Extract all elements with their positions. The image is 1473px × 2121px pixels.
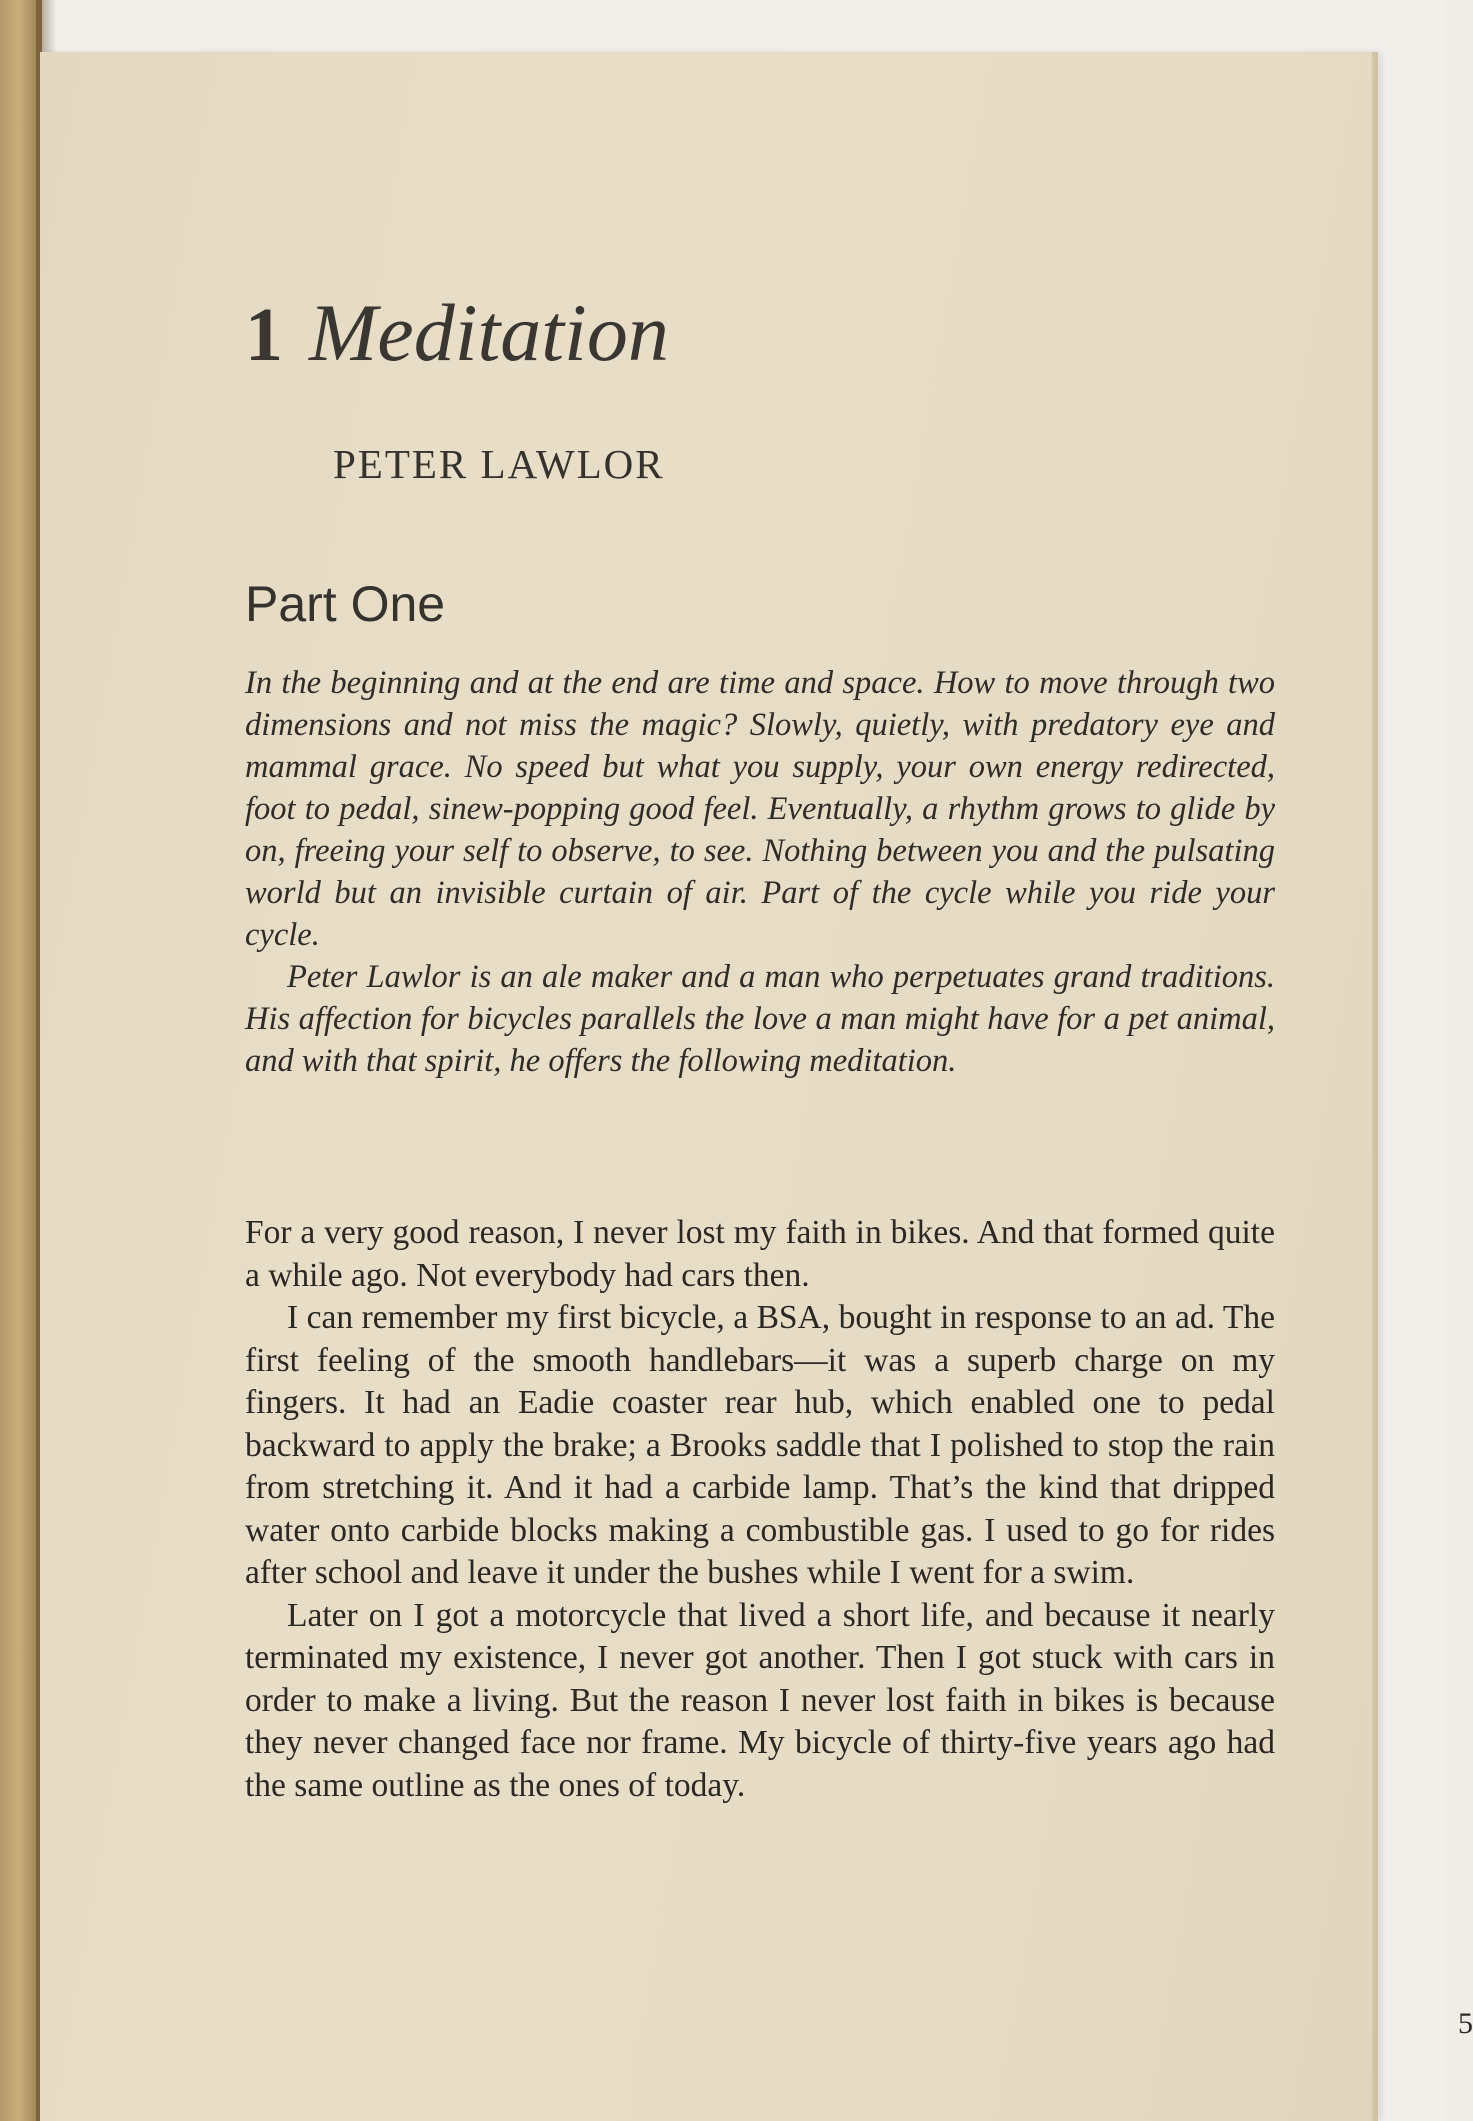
chapter-number: 1 [245,293,283,377]
intro-paragraph: Peter Lawlor is an ale maker and a man who perpetuates grand traditions. His affection for bicycles parallels the love a man might have for a pet animal, and with that spirit, he offers the following meditation. [245,959,1275,1079]
chapter-name: Meditation [309,287,669,378]
part-heading: Part One [245,576,446,632]
chapter-title [245,287,669,378]
intro-paragraph: In the beginning and at the end are time and space. How to move through two dimensions and not miss the magic? Slowly, quietly, with predatory eye and mammal grace. No speed but what you supply, your own energy redirected, foot to pedal, sinew-popping good feel. Eventually, a rhythm grows to glide by on, freeing your self to observe, to see. Nothing between you and the pulsating world but an invisible curtain of air. Part of the cycle while you ride your cycle. [245,665,1275,953]
body-text [245,1212,1275,1807]
body-paragraph: I can remember my first bicycle, a BSA, bought in response to an ad. The first feeling of the smooth handlebars—it was a superb charge on my fingers. It had an Eadie coaster rear hub, which enabled one to pedal backward to apply the brake; a Brooks saddle that I polished to stop the rain from stretching it. And it had a carbide lamp. That’s the kind that dripped water onto carbide blocks making a combustible gas. I used to go for rides after school and leave it under the bushes while I went for a swim. [245,1299,1275,1591]
chapter-author: PETER LAWLOR [333,441,665,487]
page-right-edge [1372,52,1378,2121]
page-number: 5 [1458,2007,1473,2040]
intro-text [245,662,1275,1082]
body-paragraph: For a very good reason, I never lost my faith in bikes. And that formed quite a while ago. Not everybody had cars then. [245,1214,1275,1294]
body-paragraph: Later on I got a motorcycle that lived a short life, and because it nearly terminated my existence, I never got another. Then I got stuck with cars in order to make a living. But the reason I never lost faith in bikes is because they never changed face nor frame. My bicycle of thirty-five years ago had the same outline as the ones of today. [245,1596,1275,1804]
book-page [40,52,1473,2121]
